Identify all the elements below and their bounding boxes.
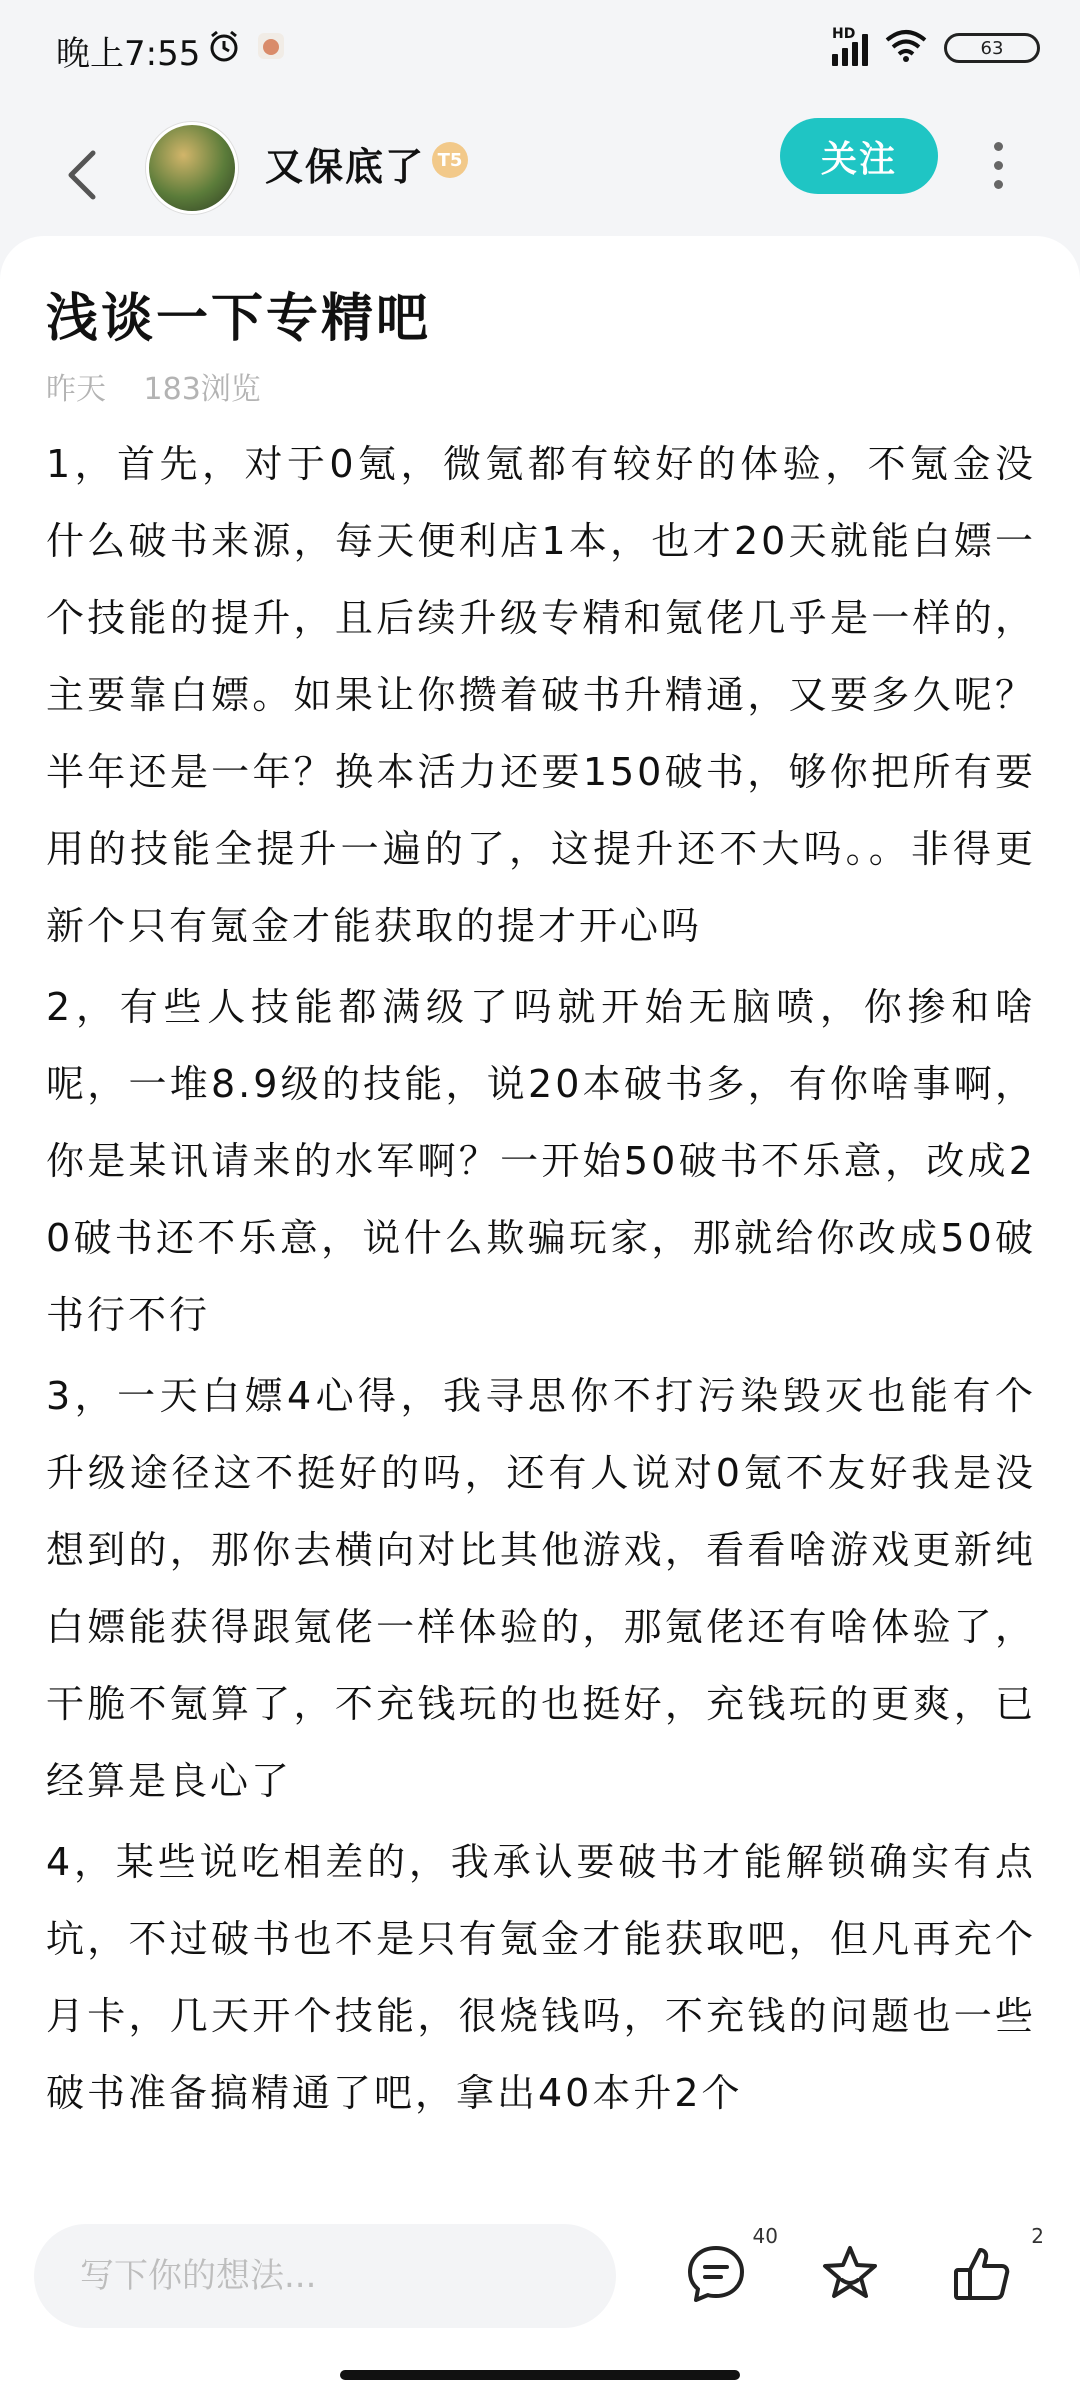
post-views: 183浏览 (143, 372, 261, 407)
post-title: 浅谈一下专精吧 (46, 289, 432, 349)
like-thumb-icon (950, 2242, 1014, 2306)
status-bar (0, 0, 1080, 96)
back-button[interactable] (52, 140, 112, 210)
wifi-icon (884, 28, 928, 68)
favorite-star-icon (818, 2242, 882, 2306)
bottom-bar (0, 2194, 1080, 2400)
status-left-icons (206, 28, 286, 68)
favorite-button[interactable] (810, 2234, 890, 2314)
post-body (46, 426, 1036, 2136)
more-button[interactable] (980, 130, 1016, 200)
post-paragraph: 1，首先，对于0氪，微氪都有较好的体验，不氪金没什么破书来源，每天便利店1本，也才20天就能白嫖一个技能的提升，且后续升级专精和氪佬几乎是一样的，主要靠白嫖。如果让你攒着破书升精通，又要多久呢？半年还是一年？换本活力还要150破书，够你把所有要用的技能全提升一遍的了，这提升还不大吗。。非得更新个只有氪金才能获取的提才开心吗 (46, 442, 1036, 948)
level-badge: T5 (432, 142, 468, 178)
comment-count: 40 (752, 2224, 778, 2248)
battery-icon (944, 33, 1040, 63)
notification-app-icon (256, 31, 286, 65)
post-header (0, 110, 1080, 240)
post-date: 昨天 (46, 372, 106, 407)
more-vertical-icon (994, 142, 1003, 189)
comment-input[interactable] (34, 2224, 616, 2328)
signal-icon (832, 26, 868, 66)
post-paragraph: 3，一天白嫖4心得，我寻思你不打污染毁灭也能有个升级途径这不挺好的吗，还有人说对0氪不友好我是没想到的，那你去横向对比其他游戏，看看啥游戏更新纯白嫖能获得跟氪佬一样体验的，那氪佬还有啥体验了，干脆不氪算了，不充钱玩的也挺好，充钱玩的更爽，已经算是良心了 (46, 1374, 1036, 1803)
like-button[interactable] (942, 2224, 1044, 2314)
comment-button[interactable] (676, 2224, 778, 2314)
comment-icon (684, 2242, 748, 2306)
home-indicator[interactable] (340, 2370, 740, 2380)
post-paragraph: 4，某些说吃相差的，我承认要破书才能解锁确实有点坑，不过破书也不是只有氪金才能获取吧，但凡再充个月卡，几天开个技能，很烧钱吗，不充钱的问题也一些破书准备搞精通了吧，拿出40本升2个 (46, 1840, 1036, 2115)
username[interactable]: 又保底了 (265, 145, 426, 189)
follow-button[interactable]: 关注 (780, 118, 938, 194)
network-type: HD (832, 26, 856, 42)
post-card (0, 236, 1080, 2196)
alarm-icon (206, 28, 242, 68)
like-count: 2 (1031, 2224, 1044, 2248)
post-meta (46, 364, 289, 408)
status-time: 晚上7:55 (56, 34, 201, 74)
back-arrow-icon (65, 149, 99, 201)
avatar[interactable] (146, 122, 238, 214)
battery-level: 63 (980, 37, 1004, 59)
post-paragraph: 2，有些人技能都满级了吗就开始无脑喷，你掺和啥呢，一堆8.9级的技能，说20本破书多，有你啥事啊，你是某讯请来的水军啊？一开始50破书不乐意，改成20破书还不乐意，说什么欺骗玩家，那就给你改成50破书行不行 (46, 985, 1036, 1337)
status-right-icons (832, 28, 1040, 68)
